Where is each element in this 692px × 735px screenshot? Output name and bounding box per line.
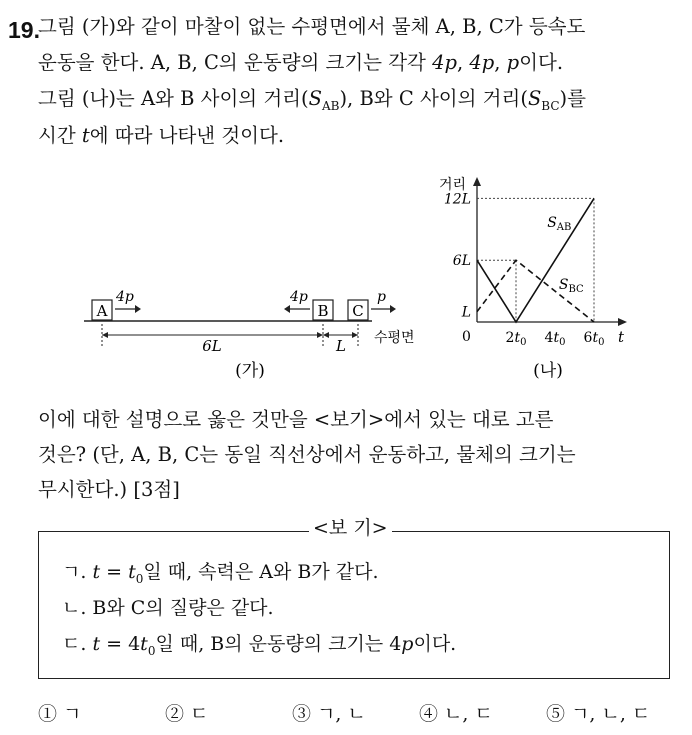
x-tick-2t0: $2t_0$ [505,330,527,348]
y-tick-6l: 6L [452,253,471,270]
bogi-item-2: ㄴ. B와 C의 질량은 같다. [62,597,274,619]
bogi-item-3: ㄷ. $t = 4t_0$일 때, B의 운동량의 크기는 4p이다. [62,633,457,658]
prompt-line-3: 무시한다.) [3점] [38,478,180,501]
momentum-b: 4p [290,289,308,305]
momentum-a: 4p [116,289,134,305]
figure-a-label: (가) [235,361,265,381]
distance-ab-label: 6L [202,337,222,355]
question-line-4: 시간 t에 따라 나타낸 것이다. [38,124,285,147]
origin-label: 0 [462,329,471,345]
choice-3[interactable]: ③ ㄱ, ㄴ [292,703,366,725]
x-tick-6t0: $6t_0$ [583,330,605,348]
question-line-1: 그림 (가)와 같이 마찰이 없는 수평면에서 물체 A, B, C가 등속도 [38,15,586,38]
prompt-line-1: 이에 대한 설명으로 옳은 것만을 <보기>에서 있는 대로 고른 [38,408,554,431]
y-tick-l: L [461,304,471,321]
surface-label: 수평면 [374,330,415,346]
choice-1[interactable]: ① ㄱ [38,703,82,725]
distance-bc-label: L [336,337,346,355]
y-axis-arrow [473,177,481,186]
x-axis-label: t [618,328,625,346]
choice-4[interactable]: ④ ㄴ, ㄷ [419,703,493,725]
question-line-2: 운동을 한다. A, B, C의 운동량의 크기는 각각 4p, 4p, p이다. [38,51,564,74]
bogi-title: <보 기> [309,519,392,538]
series-label-sab: $S_{AB}$ [547,215,572,234]
momentum-c: p [377,289,386,305]
choice-5[interactable]: ⑤ ㄱ, ㄴ, ㄷ [546,703,651,725]
x-tick-4t0: $4t_0$ [544,330,566,348]
block-a-label: A [96,302,108,320]
bogi-item-1: ㄱ. $t = t_0$일 때, 속력은 A와 B가 같다. [62,561,379,586]
figure-b-label: (나) [533,361,563,381]
series-label-sbc: $S_{BC}$ [558,277,584,296]
block-c-label: C [352,302,364,320]
question-number: 19. [8,17,40,43]
block-b-label: B [317,302,329,320]
y-tick-12l: 12L [443,191,471,208]
question-line-3: 그림 (나)는 A와 B 사이의 거리$(S_{AB})$, B와 C 사이의 거리$(S_{BC})$를 [38,87,586,113]
prompt-line-2: 것은? (단, A, B, C는 동일 직선상에서 운동하고, 물체의 크기는 [38,443,576,466]
choice-2[interactable]: ② ㄷ [165,703,209,725]
y-axis-label: 거리 [439,177,467,193]
x-axis-arrow [618,318,627,326]
